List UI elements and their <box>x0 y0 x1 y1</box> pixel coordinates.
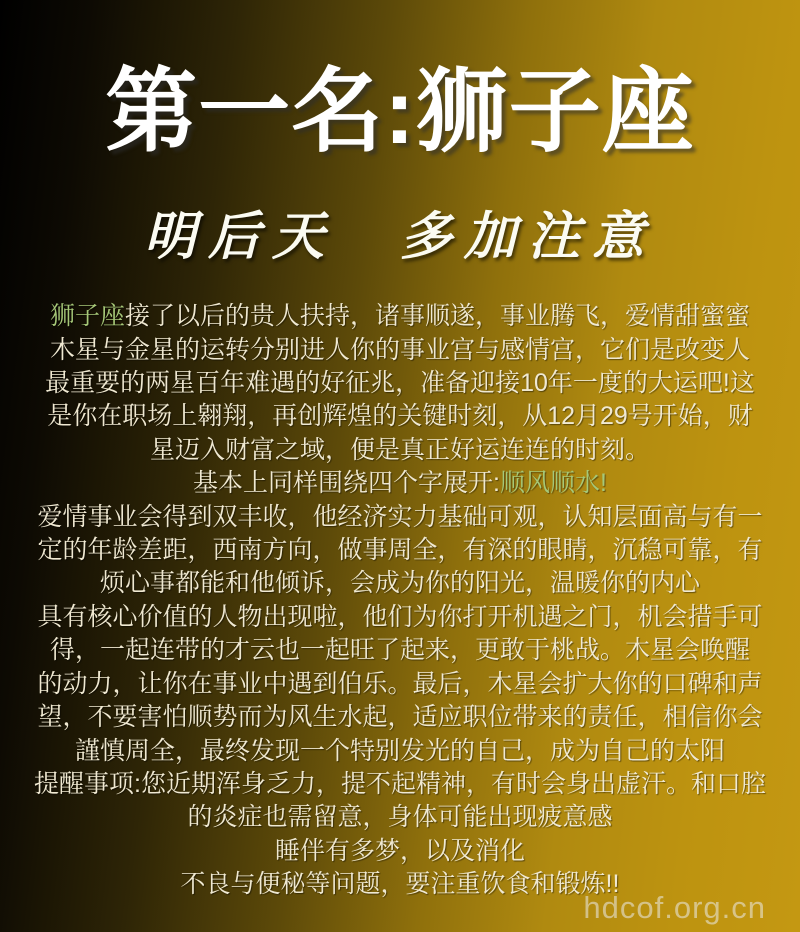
body-text-segment: 的炎症也需留意，身体可能出现疲意感 <box>187 803 613 832</box>
body-line <box>0 300 800 333</box>
body-line <box>0 467 800 500</box>
body-line <box>0 801 800 834</box>
highlighted-text: 顺风顺水! <box>500 469 607 498</box>
body-text-segment: 望，不要害怕顺势而为风生水起，适应职位带来的责任，相信你会 <box>37 703 763 732</box>
body-text-segment: 謹慎周全，最终发现一个特别发光的自己，成为自己的太阳 <box>74 736 725 765</box>
body-text-segment: 睡伴有多梦，以及消化 <box>274 836 525 865</box>
body-text-segment: 是你在职场上翱翔，再创辉煌的关键时刻，从12月29号开始，财 <box>47 402 753 431</box>
highlighted-text: 狮子座 <box>49 302 125 331</box>
body-text-segment: 接了以后的贵人扶持，诸事顺遂，事业腾飞，爱情甜蜜蜜 <box>125 302 751 331</box>
body-text-segment: 最重要的两星百年难遇的好征兆，准备迎接10年一度的大运吧!这 <box>45 369 755 398</box>
body-text-segment: 定的年龄差距，西南方向，做事周全，有深的眼睛，沉稳可靠，有 <box>37 536 763 565</box>
body-text-segment: 得，一起连带的才云也一起旺了起来，更敢于桃战。木星会唤醒 <box>49 636 750 665</box>
body-line <box>0 534 800 567</box>
body-text-segment: 烦心事都能和他倾诉，会成为你的阳光，温暖你的内心 <box>99 569 700 598</box>
body-text-segment: 提醒事项:您近期浑身乏力，提不起精神，有时会身出虚汗。和口腔 <box>34 769 766 798</box>
body-line <box>0 768 800 801</box>
page-subtitle: 明后天 多加注意 <box>143 209 656 267</box>
body-text-segment: 木星与金星的运转分别进人你的事业宫与感情宫，它们是改变人 <box>49 335 750 364</box>
body-line <box>0 567 800 600</box>
body-line <box>0 668 800 701</box>
page-title: 第一名:狮子座 <box>105 61 695 163</box>
body-text-segment: 不良与便秘等问题，要注重饮食和锻炼!! <box>180 870 620 899</box>
body-text-segment: 具有核心价值的人物出现啦，他们为你打开机遇之门，机会措手可 <box>37 602 763 631</box>
body-line <box>0 367 800 400</box>
body-line <box>0 434 800 467</box>
body-text-segment: 基本上同样围绕四个字展开: <box>193 469 500 498</box>
body-line <box>0 868 800 901</box>
watermark: hdcof.org.cn <box>583 890 766 925</box>
body-line <box>0 835 800 868</box>
body-text-segment: 星迈入财富之域，便是真正好运连连的时刻。 <box>149 435 650 464</box>
body-line <box>0 501 800 534</box>
body-line <box>0 400 800 433</box>
body-line <box>0 701 800 734</box>
body-text-segment: 爱情事业会得到双丰收，他经济实力基础可观，认知层面高与有一 <box>37 502 763 531</box>
body-line <box>0 634 800 667</box>
body-text <box>0 300 800 901</box>
body-line <box>0 334 800 367</box>
body-line <box>0 735 800 768</box>
body-text-segment: 的动力，让你在事业中遇到伯乐。最后，木星会扩大你的口碑和声 <box>37 669 763 698</box>
body-line <box>0 601 800 634</box>
